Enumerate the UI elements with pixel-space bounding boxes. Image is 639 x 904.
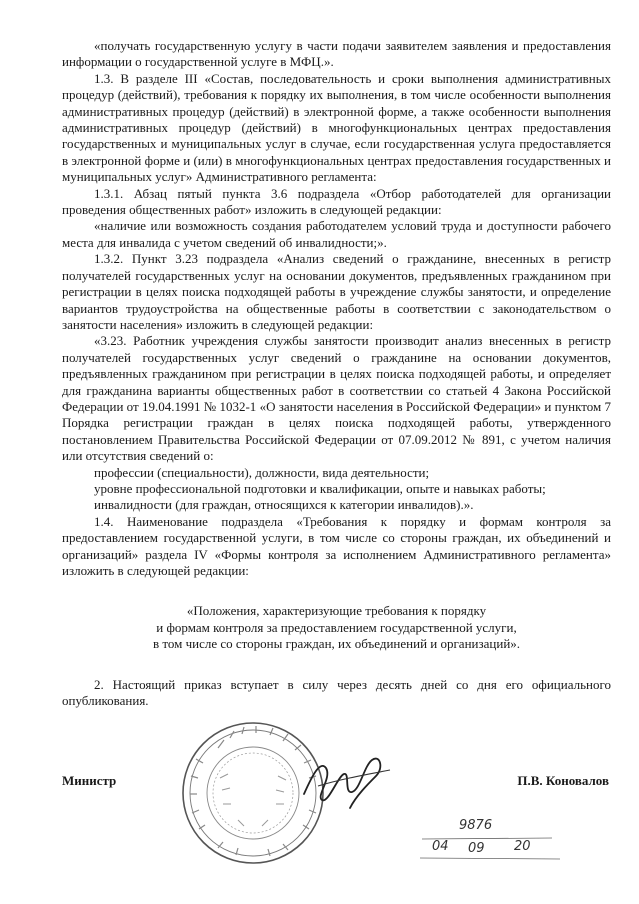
new-title-line: и формам контроля за предоставлением государственной услуги, <box>156 619 517 635</box>
paragraph-1-3: 1.3. В разделе III «Состав, последовательность и сроки выполнения административных процедур (действий), требования к порядку их выполнения, в том числе особенности выполнения административных процедур (действий) в электронной форме, а также особенности выполнения административных процедур (действий) в многофункциональных центрах предоставления государственных и муниципальных услуг в случае, если государственная услуга предоставляется в электронной форме и (или) в многофункциональных центрах предоставления государственных и муниципальных услуг» Административного регламента: <box>62 70 611 185</box>
registration-day: 04 <box>432 839 449 854</box>
paragraph-1-3-2: 1.3.2. Пункт 3.23 подраздела «Анализ сведений о гражданине, внесенных в регистр получателей государственных услуг на основании документов, предъявленных гражданином при регистрации в целях поиска подходящей работы в учреждение службы занятости, и определение вариантов трудоустройства на общественные работы в соответствии с законодательством о занятости населения» изложить в следующей редакции: <box>62 251 611 332</box>
paragraph-3-23: «3.23. Работник учреждения службы занятости производит анализ внесенных в регистр получателей государственных услуг сведений о гражданине на основании документов, предъявленных гражданином при регистрации в целях поиска подходящей работы, и определяет для гражданина варианты общественных работ в соответствии со статьей 4 Закона Российской Федерации от 19.04.1991 № 1032-1 «О занятости населения в Российской Федерации» и пунктом 7 Порядка регистрации граждан в целях поиска подходящей работы, утвержденного постановлением Правительства Российской Федерации от 07.09.2012 № 891, с учетом наличия или отсутствия сведений о: <box>62 333 611 464</box>
new-title-line: в том числе со стороны граждан, их объединений и организаций». <box>152 636 521 652</box>
paragraph-1-3-1: 1.3.1. Абзац пятый пункта 3.6 подраздела «Отбор работодателей для организации проведения общественных работ» изложить в следующей редакции: <box>62 185 611 218</box>
list-item-profession: профессии (специальности), должности, вида деятельности; <box>94 464 430 480</box>
signatory-name: П.В. Коновалов <box>517 773 609 788</box>
list-item-qualification: уровне профессиональной подготовки и квалификации, опыте и навыках работы; <box>94 480 546 496</box>
list-item-disability: инвалидности (для граждан, относящихся к категории инвалидов).». <box>94 497 474 513</box>
paragraph-1-4: 1.4. Наименование подраздела «Требования к порядку и формам контроля за предоставлением государственной услуги, в том числе со стороны граждан, их объединений и организаций» раздела IV «Формы контроля за исполнением Административного регламента» изложить в следующей редакции: <box>62 513 611 578</box>
paragraph-quote-mfc: «получать государственную услугу в части подачи заявителем заявления и предоставления информации о государственной услуге в МФЦ.». <box>62 38 611 70</box>
registration-month: 09 <box>468 841 485 856</box>
document-body <box>62 38 611 709</box>
signatory-position: Министр <box>62 773 117 788</box>
registration-number: 9876 <box>459 818 493 833</box>
registration-year: 20 <box>514 839 531 854</box>
paragraph-quote-workplace: «наличие или возможность создания работодателем условий труда и доступности рабочего места для инвалида с учетом сведений об инвалидности;». <box>62 218 611 250</box>
new-title-line: «Положения, характеризующие требования к порядку <box>186 603 487 619</box>
paragraph-2: 2. Настоящий приказ вступает в силу через десять дней со дня его официального опубликования. <box>62 676 611 709</box>
new-title-block <box>62 603 611 652</box>
handwritten-signature <box>298 746 398 816</box>
date-underline <box>420 856 560 862</box>
